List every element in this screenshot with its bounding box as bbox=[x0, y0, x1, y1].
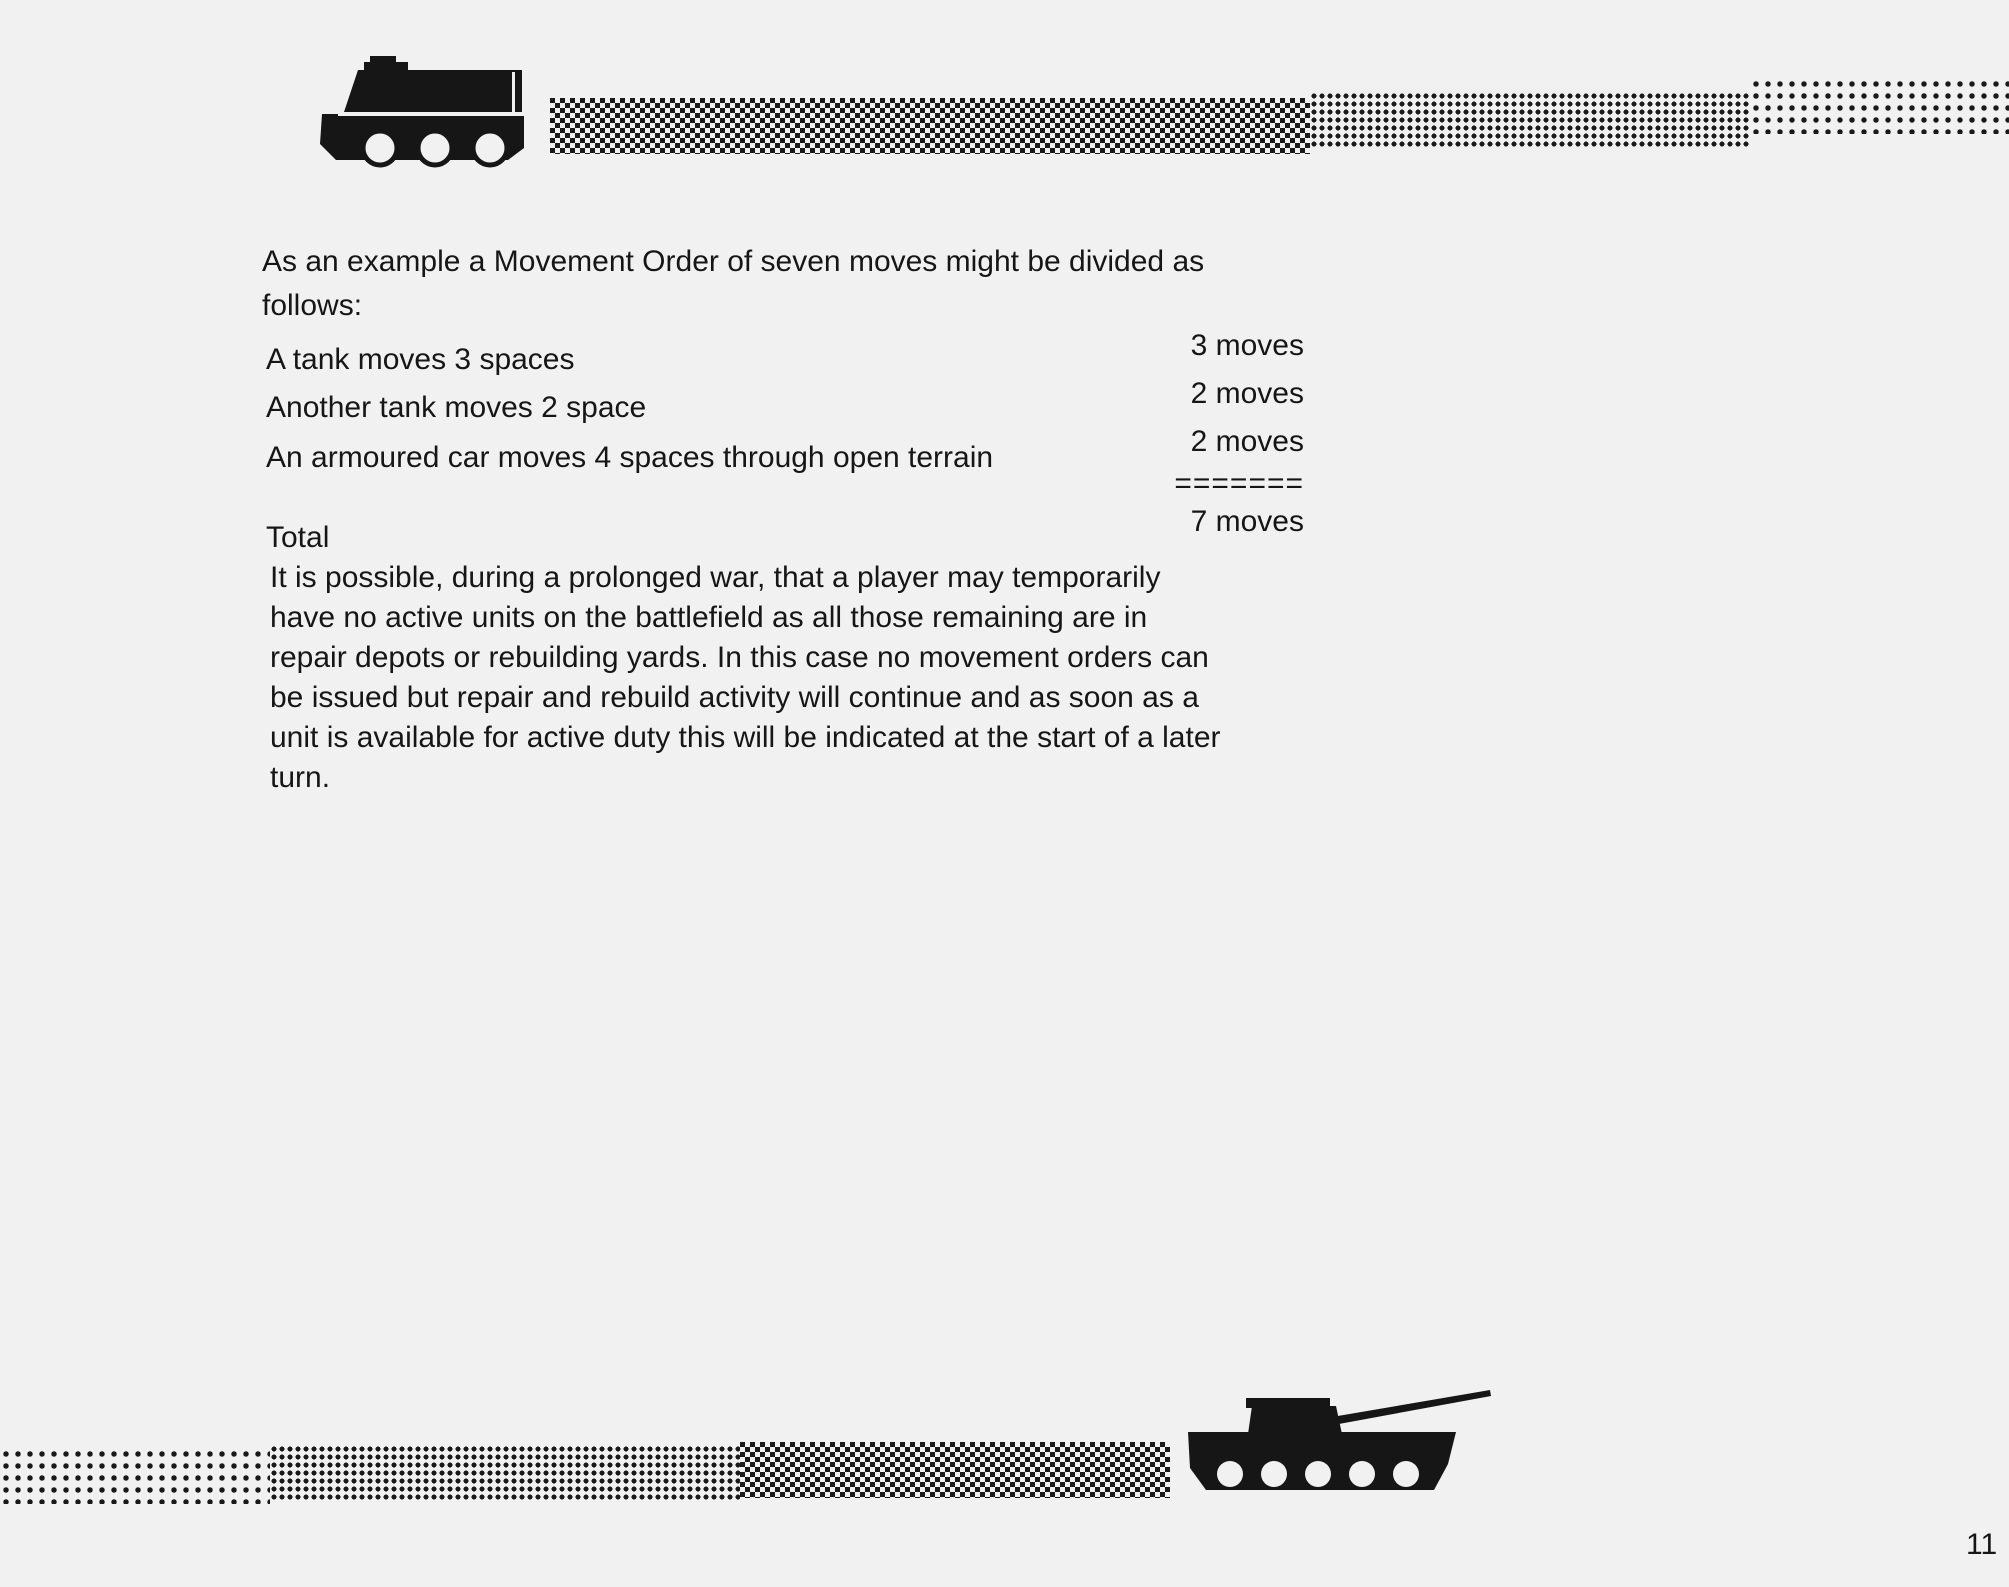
total-moves: 7 moves bbox=[1190, 505, 1304, 538]
paragraph-line: It is possible, during a prolonged war, that a player may temporarily bbox=[270, 561, 1161, 594]
intro-line: follows: bbox=[262, 289, 363, 322]
total-separator: ======= bbox=[1174, 467, 1304, 500]
total-label: Total bbox=[266, 521, 330, 554]
paragraph-line: repair depots or rebuilding yards. In this case no movement orders can bbox=[270, 641, 1209, 674]
checker-band-top-sparse bbox=[1750, 78, 2009, 134]
example-row-moves: 3 moves bbox=[1190, 329, 1304, 362]
example-row-label: A tank moves 3 spaces bbox=[266, 343, 575, 376]
checker-band-top-mid bbox=[1310, 92, 1750, 148]
page-number: 11 bbox=[1966, 1528, 1998, 1561]
paragraph-line: have no active units on the battlefield as all those remaining are in bbox=[270, 601, 1148, 634]
checker-band-top-dense bbox=[550, 98, 1310, 154]
paragraph-line: be issued but repair and rebuild activity will continue and as soon as a bbox=[270, 681, 1199, 714]
example-row-label: An armoured car moves 4 spaces through open terrain bbox=[266, 441, 994, 474]
armoured-car-icon bbox=[318, 52, 526, 170]
checker-band-bottom-dense bbox=[740, 1442, 1170, 1498]
paragraph-line: turn. bbox=[270, 761, 331, 794]
intro-line: As an example a Movement Order of seven moves might be divided as bbox=[262, 245, 1205, 278]
explanation-paragraph bbox=[270, 558, 1221, 798]
tank-icon bbox=[1186, 1386, 1492, 1498]
checker-band-bottom-sparse bbox=[0, 1448, 270, 1504]
checker-band-bottom-mid bbox=[270, 1445, 740, 1501]
example-row-moves: 2 moves bbox=[1190, 377, 1304, 410]
example-row-moves: 2 moves bbox=[1190, 425, 1304, 458]
example-row-label: Another tank moves 2 space bbox=[266, 391, 647, 424]
paragraph-line: unit is available for active duty this will be indicated at the start of a later bbox=[270, 721, 1221, 754]
